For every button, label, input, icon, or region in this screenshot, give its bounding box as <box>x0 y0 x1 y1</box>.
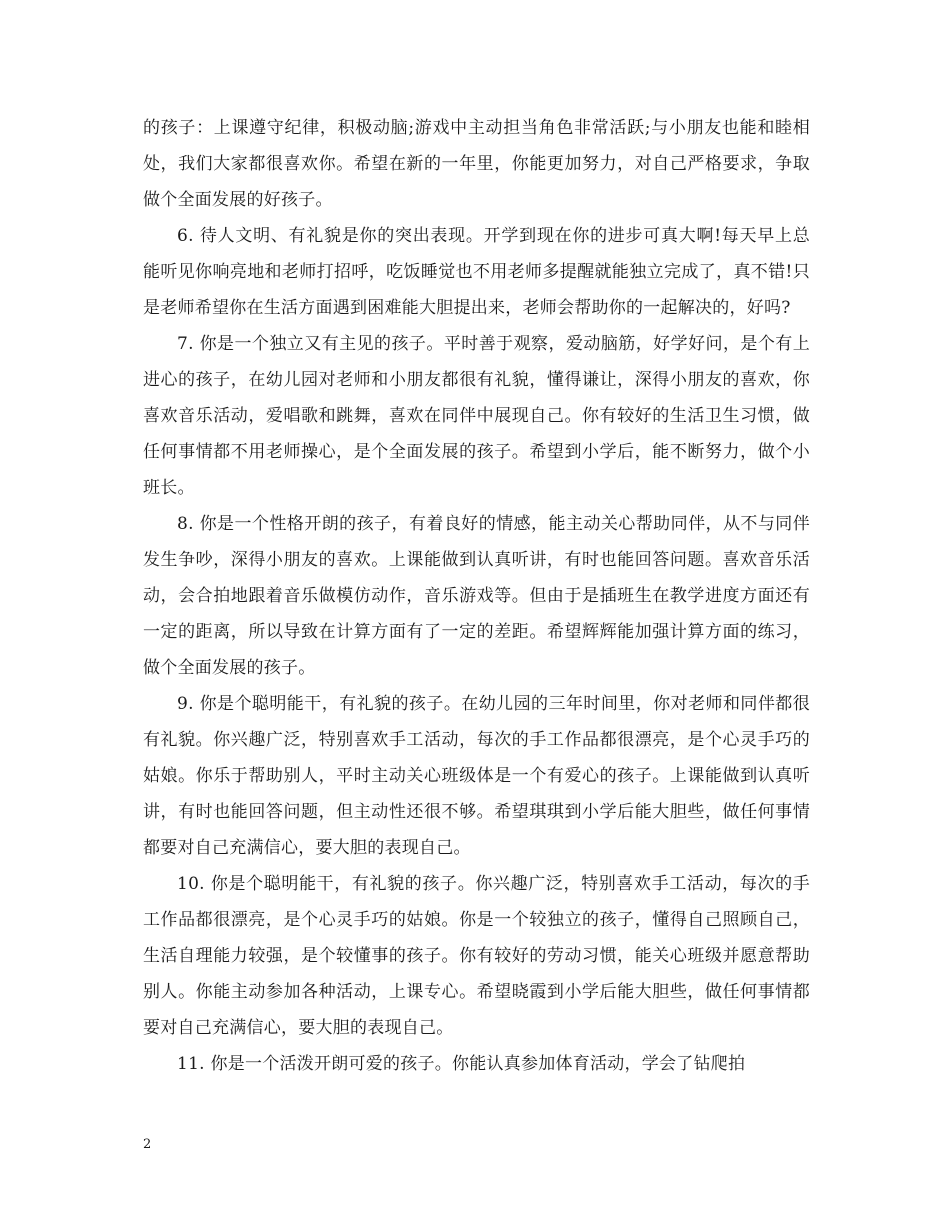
paragraph-continued: 的孩子：上课遵守纪律，积极动脑;游戏中主动担当角色非常活跃;与小朋友也能和睦相处，我们大家都很喜欢你。希望在新的一年里，你能更加努力，对自己严格要求，争取做个全面发展的好孩子。 <box>143 118 810 210</box>
paragraph-6: 6. 待人文明、有礼貌是你的突出表现。开学到现在你的进步可真大啊!每天早上总能听见你响亮地和老师打招呼，吃饭睡觉也不用老师多提醒就能独立完成了，真不错!只是老师希望你在生活方面遇到困难能大胆提出来，老师会帮助你的一起解决的，好吗? <box>143 226 810 318</box>
paragraph-7: 7. 你是一个独立又有主见的孩子。平时善于观察，爱动脑筋，好学好问，是个有上进心的孩子，在幼儿园对老师和小朋友都很有礼貌，懂得谦让，深得小朋友的喜欢，你喜欢音乐活动，爱唱歌和跳舞，喜欢在同伴中展现自己。你有较好的生活卫生习惯，做任何事情都不用老师操心，是个全面发展的孩子。希望到小学后，能不断努力，做个小班长。 <box>143 334 810 498</box>
paragraph-9: 9. 你是个聪明能干，有礼貌的孩子。在幼儿园的三年时间里，你对老师和同伴都很有礼貌。你兴趣广泛，特别喜欢手工活动，每次的手工作品都很漂亮，是个心灵手巧的姑娘。你乐于帮助别人，平时主动关心班级体是一个有爱心的孩子。上课能做到认真听讲，有时也能回答问题，但主动性还很不够。希望琪琪到小学后能大胆些，做任何事情都要对自己充满信心，要大胆的表现自己。 <box>143 694 810 858</box>
page-number: 2 <box>143 1137 152 1152</box>
paragraph-11: 11. 你是一个活泼开朗可爱的孩子。你能认真参加体育活动，学会了钻爬拍 <box>177 1054 746 1074</box>
document-body <box>143 110 810 1082</box>
paragraph-10: 10. 你是个聪明能干，有礼貌的孩子。你兴趣广泛，特别喜欢手工活动，每次的手工作品都很漂亮，是个心灵手巧的姑娘。你是一个较独立的孩子，懂得自己照顾自己，生活自理能力较强，是个较懂事的孩子。你有较好的劳动习惯，能关心班级并愿意帮助别人。你能主动参加各种活动，上课专心。希望晓霞到小学后能大胆些，做任何事情都要对自己充满信心，要大胆的表现自己。 <box>143 874 810 1038</box>
paragraph-8: 8. 你是一个性格开朗的孩子，有着良好的情感，能主动关心帮助同伴，从不与同伴发生争吵，深得小朋友的喜欢。上课能做到认真听讲，有时也能回答问题。喜欢音乐活动，会合拍地跟着音乐做模仿动作，音乐游戏等。但由于是插班生在教学进度方面还有一定的距离，所以导致在计算方面有了一定的差距。希望辉辉能加强计算方面的练习，做个全面发展的孩子。 <box>143 514 810 678</box>
